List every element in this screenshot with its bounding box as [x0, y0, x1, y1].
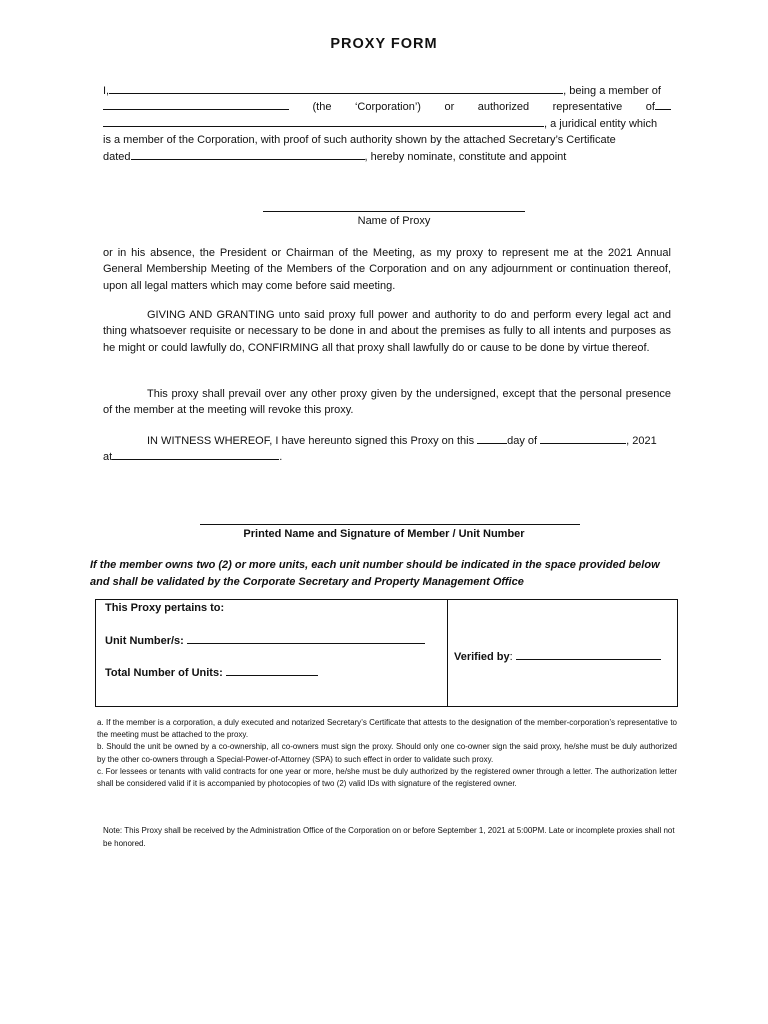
intro-line-2: [103, 99, 671, 115]
page-title: PROXY FORM: [330, 36, 438, 52]
intro-paragraph: [103, 83, 671, 165]
day-field[interactable]: [477, 433, 507, 444]
intro-line-3: [103, 116, 671, 132]
the-text: (the: [312, 101, 332, 114]
signature-line[interactable]: [200, 524, 580, 525]
or-text: or: [444, 101, 455, 114]
being-member-text: , being a member of: [563, 85, 661, 97]
corporation-name-field[interactable]: [103, 99, 289, 110]
dated-text: dated: [103, 150, 131, 163]
pertains-label: This Proxy pertains to:: [105, 602, 225, 614]
unit-numbers-label: Unit Number/s:: [105, 635, 184, 647]
of-text: of: [645, 101, 655, 114]
verified-colon: :: [509, 651, 513, 663]
giving-granting-paragraph: GIVING AND GRANTING unto said proxy full power and authority to do and perform every legal act and thing whatsoever requisite or necessary to be done in and about the premises as fully to all intents and purposes as he might or could lawfully do, CONFIRMING all that proxy shall lawfully do or cause to be done by virtue thereof.: [103, 309, 671, 354]
intro-line-5: [103, 149, 671, 165]
day-of-text: day of: [507, 435, 538, 447]
juridical-entity-field[interactable]: [103, 116, 544, 127]
year-text: , 2021: [626, 435, 657, 447]
witness-text: IN WITNESS WHEREOF, I have hereunto signed this Proxy on this: [147, 435, 475, 447]
unit-numbers-field[interactable]: [187, 633, 425, 644]
intro-line-1: [103, 83, 671, 99]
unit-details-box: [95, 599, 678, 707]
verified-by-field[interactable]: [516, 649, 661, 660]
representative-text: representative: [552, 101, 623, 114]
signature-label: Printed Name and Signature of Member / Unit Number: [243, 528, 525, 540]
witness-paragraph: [103, 433, 671, 466]
proxy-name-line[interactable]: [263, 211, 525, 212]
note-a: a. If the member is a corporation, a duly executed and notarized Secretary’s Certificate that attests to the designation of the member-corporation’s representative to the meeting must be attached to the proxy.: [97, 718, 677, 740]
box-divider: [447, 600, 448, 706]
period-text: .: [279, 451, 283, 464]
intro-i-prefix: I,: [103, 85, 110, 97]
units-instruction: If the member owns two (2) or more units, each unit number should be indicated in the space provided below and shall be validated by the Corporate Secretary and Property Management Office: [90, 559, 660, 588]
absence-paragraph: or in his absence, the President or Chairman of the Meeting, as my proxy to represent me at the 2021 Annual General Membership Meeting of the Members of the Corporation and on any adjournment or continuation thereof, upon all legal matters which may come before said meeting.: [103, 247, 671, 292]
witness-line-2: [103, 449, 671, 465]
place-field[interactable]: [112, 449, 279, 460]
final-note: [103, 825, 675, 850]
unit-numbers-row: [105, 633, 425, 647]
intro-line-4: is a member of the Corporation, with proof of such authority shown by the attached Secretary’s Certificate: [103, 134, 616, 147]
requirements-notes: [97, 717, 677, 790]
authorized-text: authorized: [477, 101, 530, 114]
total-units-field[interactable]: [226, 665, 318, 676]
note-b: b. Should the unit be owned by a co-ownership, all co-owners must sign the proxy. Should only one co-owner sign the said proxy, he/she must be duly authorized by the other co-owners through a Special-Power-of-Attorney (SPA) to such effect in order to validate such proxy.: [97, 742, 677, 764]
witness-line-1: [103, 433, 671, 449]
name-of-proxy-label: Name of Proxy: [357, 215, 431, 227]
juridical-text: , a juridical entity which: [544, 117, 658, 130]
nominate-text: , hereby nominate, constitute and appoint: [364, 150, 567, 163]
prevail-paragraph: This proxy shall prevail over any other proxy given by the undersigned, except that the personal presence of the member at the meeting will revoke this proxy.: [103, 388, 671, 417]
dated-field[interactable]: [131, 149, 365, 160]
final-note-text: Note: This Proxy shall be received by the Administration Office of the Corporation on or before September 1, 2021 at 5:00PM. Late or incomplete proxies shall not be honored.: [103, 826, 675, 848]
member-name-field[interactable]: [109, 83, 563, 94]
total-units-row: [105, 665, 318, 679]
month-field[interactable]: [540, 433, 626, 444]
total-units-label: Total Number of Units:: [105, 667, 223, 679]
at-text: at: [103, 451, 113, 464]
note-c: c. For lessees or tenants with valid contracts for one year or more, he/she must be duly authorized by the registered owner through a letter. The authorization letter shall be considered valid if it is accompanied by photocopies of two (2) valid IDs with signature of the registered owner.: [97, 766, 677, 789]
corporation-text: ‘Corporation’): [354, 101, 421, 114]
verified-by-row: [454, 649, 661, 663]
verified-by-label: Verified by: [454, 651, 510, 663]
of-field[interactable]: [655, 99, 671, 110]
